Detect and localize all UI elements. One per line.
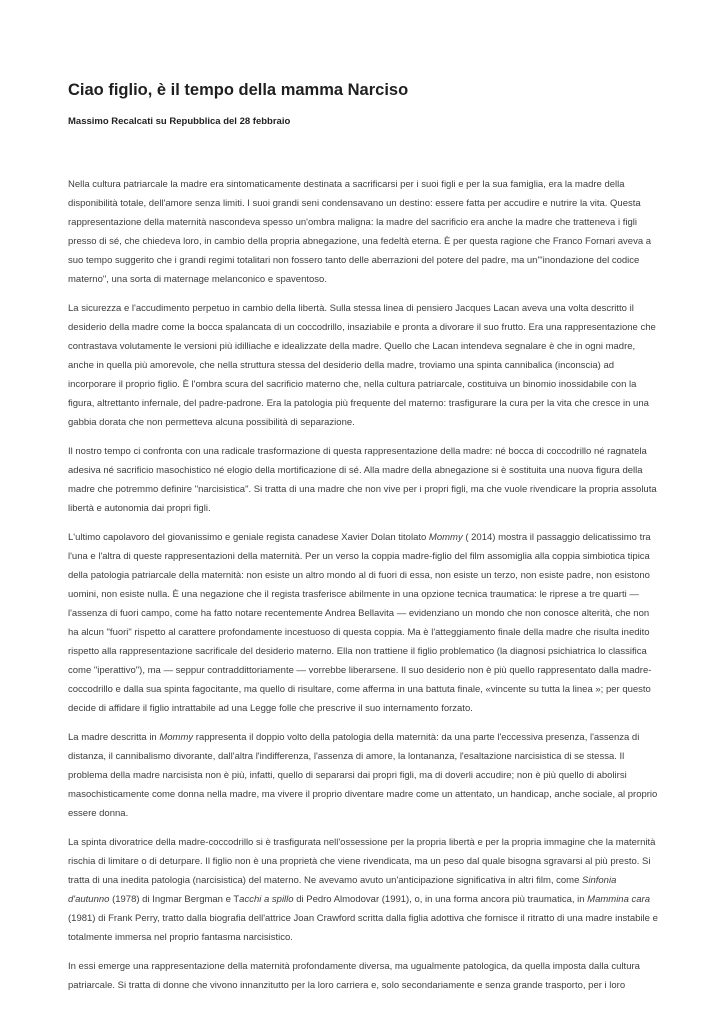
italic-text-run: Sinfonia d'autunno [68, 875, 617, 905]
text-run: di Pedro Almodovar (1991), o, in una forma ancora più traumatica, in [293, 894, 588, 905]
italic-text-run: Mommy [159, 732, 194, 743]
article-paragraph [68, 442, 658, 518]
article-paragraph [68, 833, 658, 947]
text-run: ( 2014) mostra il passaggio delicatissimo tra l'una e l'altra di queste rappresentazioni della maternità. Per un verso la coppia madre-figlio del film assomiglia alla coppia simbiotica tipica della patologia patriarcale della maternità: non esiste un altro mondo al di fuori di essa, non esiste un terzo, non esiste padre, non esistono uomini, non esiste nulla. È una negazione che il regista trasferisce abilmente in una opzione tecnica traumatica: le riprese a tre quarti — l'assenza di fuori campo, come ha fatto notare recentemente Andrea Bellavita — evidenziano un mondo che non conosce alterità, che non ha alcun "fuori" rispetto al carattere profondamente incestuoso di questa coppia. Ma è l'atteggiamento finale della madre che risulta inedito rispetto alla rappresentazione sacrificale del desiderio materno. Ella non trattiene il figlio problematico (la diagnosi psichiatrica lo classifica come "iperattivo"), ma — seppur contraddittoriamente — vorrebbe liberarsene. Il suo desiderio non è più quello rappresentato dalla madre-coccodrillo e dalla sua spinta fagocitante, ma quello di risultare, come afferma in una battuta finale, «vincente su tutta la linea »; per questo decide di affidare il figlio intrattabile ad una Legge folle che prescrive il suo internamento forzato. [68, 532, 652, 714]
article-paragraph [68, 175, 658, 289]
text-run: La madre descritta in [68, 732, 160, 743]
article-paragraph [68, 728, 658, 823]
text-run: In essi emerge una rappresentazione della maternità profondamente diversa, ma ugualmente patologica, da quella imposta dalla cultura patriarcale. Si tratta di donne che vivono innanzitutto per la loro carriera e, solo secondariamente e senza grande trasporto, per i loro [68, 961, 640, 991]
text-run: rappresenta il doppio volto della patologia della maternità: da una parte l'eccessiva presenza, l'assenza di distanza, il cannibalismo divorante, dall'altra l'indifferenza, l'assenza di amore, la lontananza, l'esaltazione narcisistica di se stessa. Il problema della madre narcisista non è più, infatti, quello di separarsi dai propri figli, ma di doverli accudire; non è più quello di abolirsi masochisticamente come donna nella madre, ma vivere il proprio diventare madre come un attentato, un handicap, anche sociale, al proprio essere donna. [68, 732, 658, 819]
text-run: (1981) di Frank Perry, tratto dalla biografia dell'attrice Joan Crawford scritta dalla figlia adottiva che fornisce il ritratto di una madre instabile e totalmente immersa nel proprio fantasma narcisistico. [68, 913, 658, 943]
article-paragraph [68, 299, 658, 432]
text-run: Il nostro tempo ci confronta con una radicale trasformazione di questa rappresentazione della madre: né bocca di coccodrillo né ragnatela adesiva né sacrificio masochistico né elogio della mortificazione di sé. Alla madre della abnegazione si è sostituita una nuova figura della madre che potremmo definire "narcisistica". Si tratta di una madre che non vive per i propri figli, ma che vuole rivendicare la propria assoluta libertà e autonomia dai propri figli. [68, 446, 657, 514]
article-title: Ciao figlio, è il tempo della mamma Narciso [68, 81, 409, 99]
text-run: (1978) di Ingmar Bergman e T [109, 894, 240, 905]
article-byline: Massimo Recalcati su Repubblica del 28 febbraio [68, 116, 291, 127]
text-run: La sicurezza e l'accudimento perpetuo in cambio della libertà. Sulla stessa linea di pensiero Jacques Lacan aveva una volta descritto il desiderio della madre come la bocca spalancata di un coccodrillo, insaziabile e pronta a divorare il suo frutto. Era una rappresentazione che contrastava volutamente le versioni più idilliache e idealizzate della madre. Quello che Lacan intendeva segnalare è che in ogni madre, anche in quella più amorevole, che nella struttura stessa del desiderio della madre, troviamo una spinta cannibalica (inconscia) ad incorporare il proprio figlio. È l'ombra scura del sacrificio materno che, nella cultura patriarcale, costituiva un binomio inossidabile con la figura, altrettanto infernale, del padre-padrone. Era la patologia più frequente del materno: trasfigurare la cura per la vita che cresce in una gabbia dorata che non permetteva alcuna possibilità di separazione. [68, 303, 656, 428]
text-run: Nella cultura patriarcale la madre era sintomaticamente destinata a sacrificarsi per i suoi figli e per la sua famiglia, era la madre della disponibilità totale, dell'amore senza limiti. I suoi grandi seni condensavano un destino: essere fatta per accudire e nutrire la vita. Questa rappresentazione della maternità nascondeva spesso un'ombra maligna: la madre del sacrificio era anche la madre che tratteneva i figli presso di sé, che chiedeva loro, in cambio della propria abnegazione, una fedeltà eterna. È per questa ragione che Franco Fornari aveva a suo tempo suggerito che i grandi regimi totalitari non fossero tanto delle aberrazioni del potere del padre, ma un'"inondazione del codice materno", una sorta di maternage melanconico e spaventoso. [68, 179, 652, 285]
italic-text-run: Mommy [428, 532, 463, 543]
article-body [68, 175, 658, 995]
article-paragraph [68, 528, 658, 718]
article-paragraph [68, 957, 658, 995]
text-run: La spinta divoratrice della madre-coccodrillo si è trasfigurata nell'ossessione per la propria libertà e per la propria immagine che la maternità rischia di limitare o di deturpare. Il figlio non è una proprietà che viene rivendicata, ma un peso dal quale bisogna sgravarsi al più presto. Si tratta di una inedita patologia (narcisistica) del materno. Ne avevamo avuto un'anticipazione significativa in altri film, come [68, 837, 656, 886]
italic-text-run: Mammina cara [587, 894, 650, 905]
italic-text-run: acchi a spillo [239, 894, 294, 905]
text-run: L'ultimo capolavoro del giovanissimo e geniale regista canadese Xavier Dolan titolato [68, 532, 429, 543]
